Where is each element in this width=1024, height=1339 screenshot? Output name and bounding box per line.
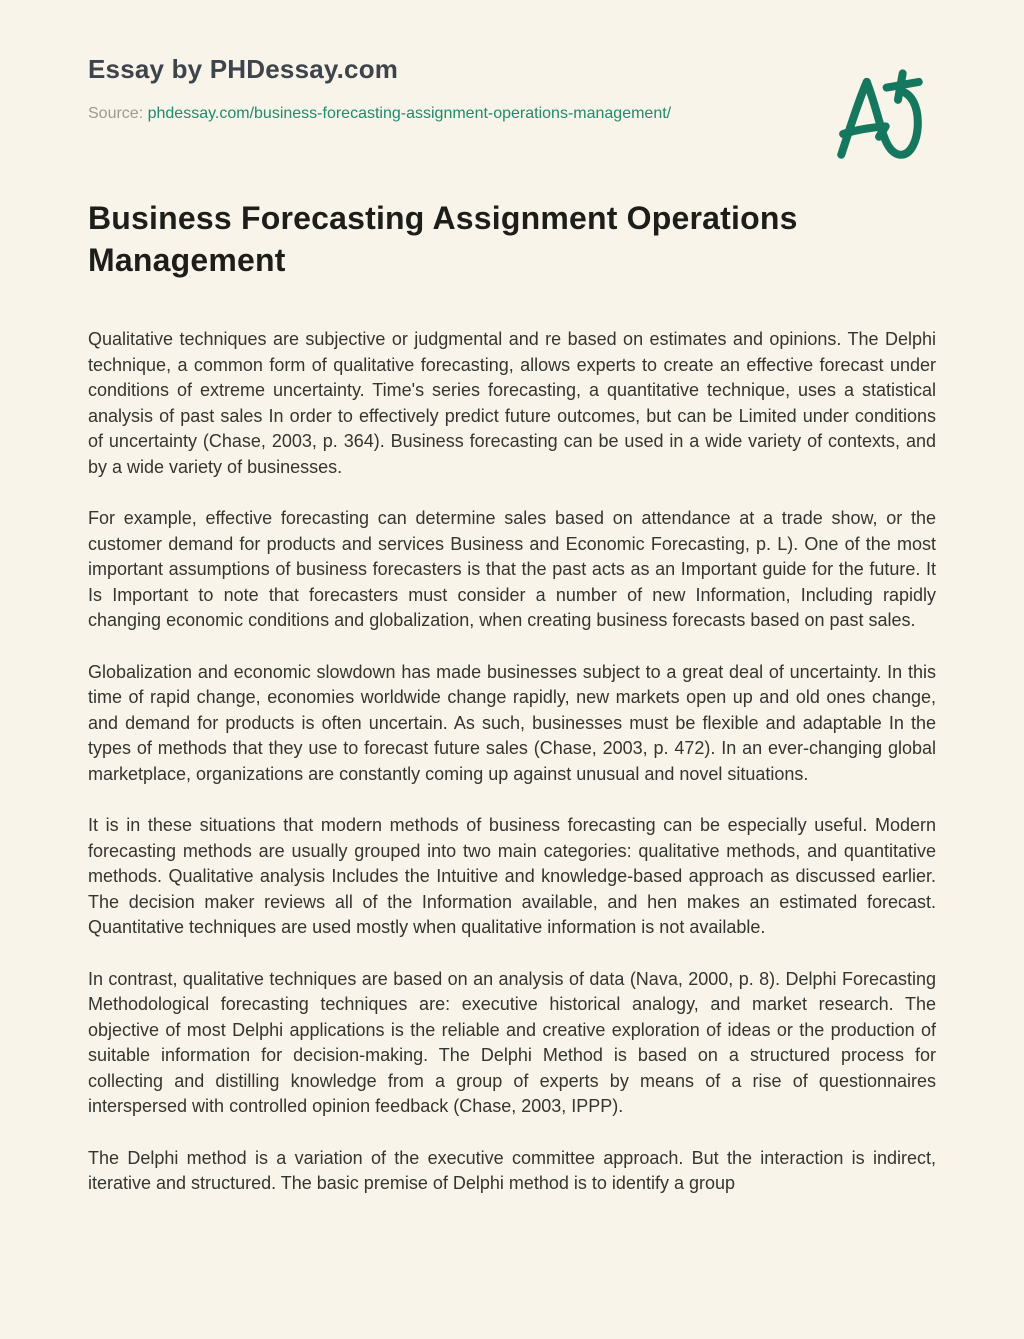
essay-paragraph: In contrast, qualitative techniques are based on an analysis of data (Nava, 2000, p. 8). Delphi Forecasting Methodological forecasting techniques are: executive historical analogy, and market research. The objective of most Delphi applications is the reliable and creative exploration of ideas or the production of suitable information for decision-making. The Delphi Method is based on a structured process for collecting and distilling knowledge from a group of experts by means of a rise of questionnaires interspersed with controlled opinion feedback (Chase, 2003, IPPP). — [88, 968, 936, 1117]
essay-paragraph: The Delphi method is a variation of the executive committee approach. But the interaction is indirect, iterative and structured. The basic premise of Delphi method is to identify a group — [88, 1147, 936, 1194]
header — [88, 54, 936, 123]
source-label: Source: — [88, 105, 144, 122]
essay-paragraph: It is in these situations that modern methods of business forecasting can be especially useful. Modern forecasting methods are usually grouped into two main categories: qualitative methods, and quantitative methods. Qualitative analysis Includes the Intuitive and knowledge-based approach as discussed earlier. The decision maker reviews all of the Information available, and hen makes an estimated forecast. Quantitative techniques are used mostly when qualitative information is not available. — [88, 815, 936, 938]
essay-paragraph: For example, effective forecasting can determine sales based on attendance at a trade show, or the customer demand for products and services Business and Economic Forecasting, p. L). One of the most important assumptions of business forecasters is that the past acts as an Important guide for the future. It Is Important to note that forecasters must consider a number of new Information, Including rapidly changing economic conditions and globalization, when creating business forecasts based on past sales. — [88, 508, 936, 631]
source-line — [88, 105, 936, 123]
essay-paragraph: Qualitative techniques are subjective or judgmental and re based on estimates and opinions. The Delphi technique, a common form of qualitative forecasting, allows experts to create an effective forecast under conditions of extreme uncertainty. Time's series forecasting, a quantitative technique, uses a statistical analysis of past sales In order to effectively predict future outcomes, but can be Limited under conditions of uncertainty (Chase, 2003, p. 364). Business forecasting can be used in a wide variety of contexts, and by a wide variety of businesses. — [88, 329, 936, 477]
essay-body — [88, 327, 936, 1197]
page-title: Business Forecasting Assignment Operations Management — [88, 200, 798, 279]
source-link[interactable]: phdessay.com/business-forecasting-assignment-operations-management/ — [147, 105, 672, 122]
essay-paragraph: Globalization and economic slowdown has made businesses subject to a great deal of uncertainty. In this time of rapid change, economies worldwide change rapidly, new markets open up and old ones change, and demand for products is often uncertain. As such, businesses must be flexible and adaptable In the types of methods that they use to forecast future sales (Chase, 2003, p. 472). In an ever-changing global marketplace, organizations are constantly coming up against unusual and novel situations. — [88, 661, 936, 784]
a-plus-logo-icon — [828, 66, 932, 164]
byline: Essay by PHDessay.com — [88, 54, 399, 84]
